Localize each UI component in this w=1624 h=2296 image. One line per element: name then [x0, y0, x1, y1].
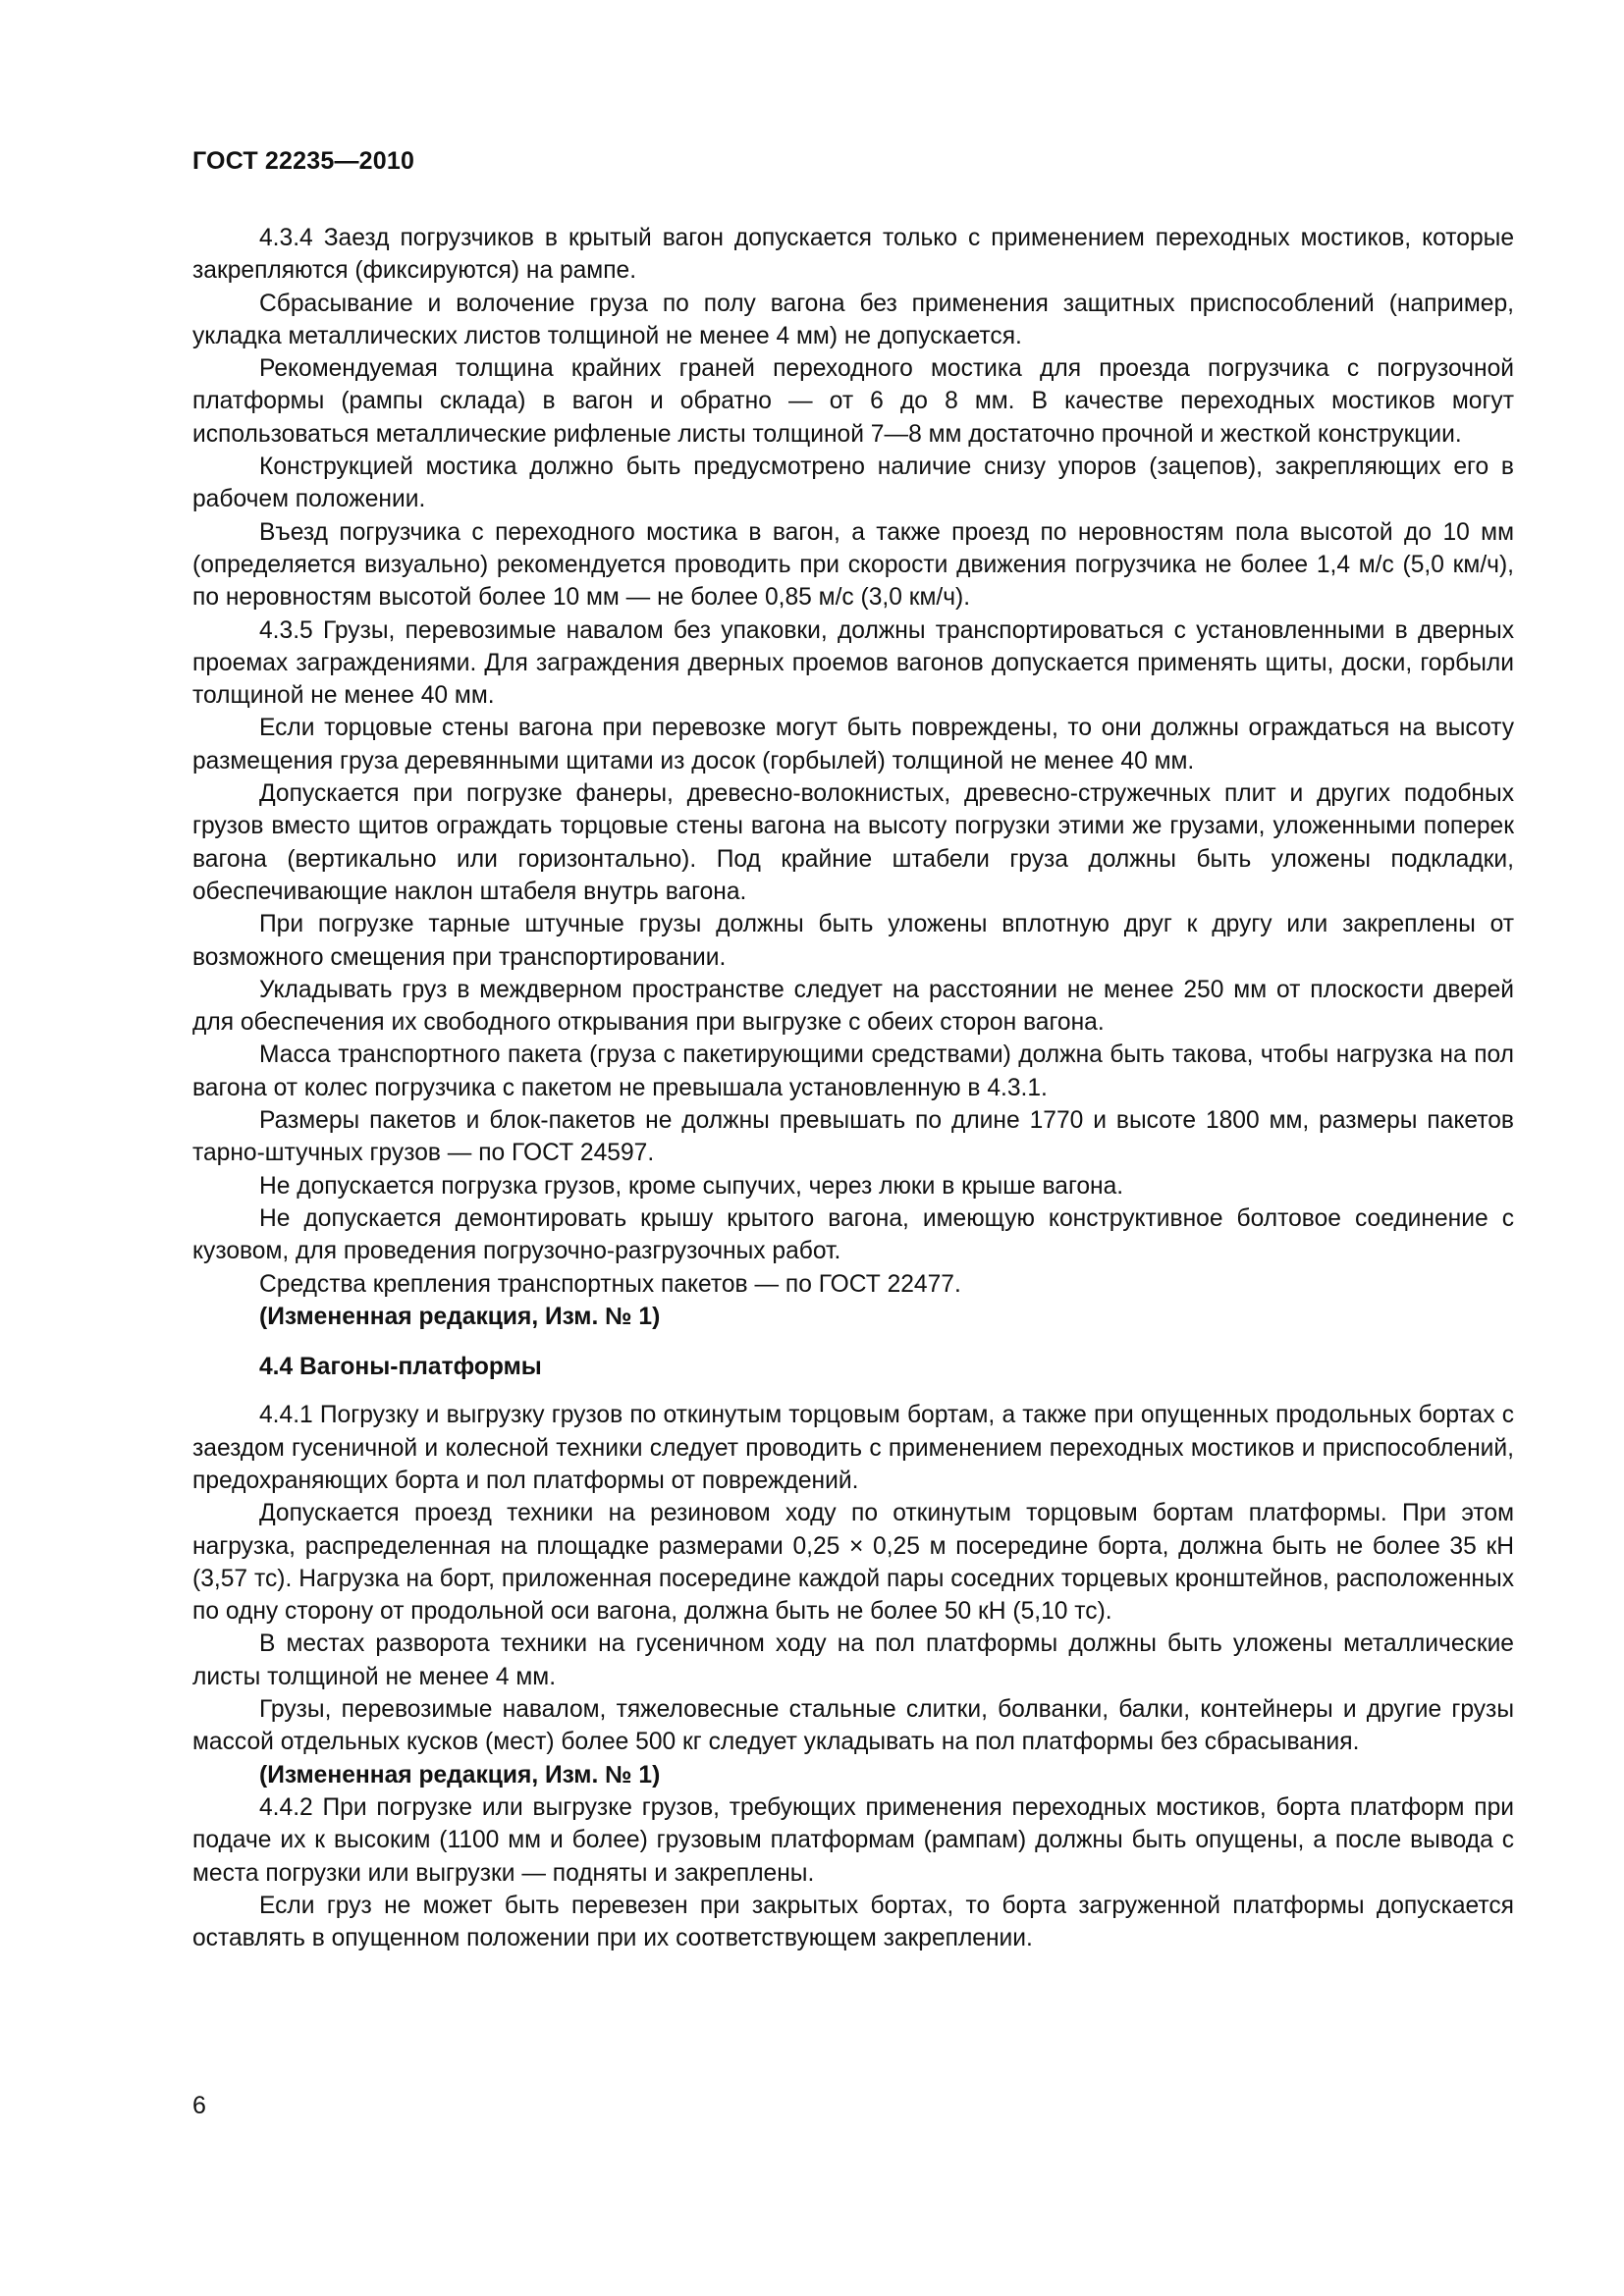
paragraph-4-4-1: 4.4.1 Погрузку и выгрузку грузов по откинутым торцовым бортам, а также при опущенных продольных бортах с заездом гусеничной и колесной техники следует проводить с применением переходных мостиков и приспособлений, предохраняющих борта и пол платформы от повреждений. [192, 1402, 1514, 1494]
document-body [192, 222, 1514, 1954]
paragraph: Конструкцией мостика должно быть предусмотрено наличие снизу упоров (зацепов), закрепляющих его в рабочем положении. [192, 454, 1514, 513]
section-heading-4-4: 4.4 Вагоны-платформы [259, 1354, 542, 1381]
document-header: ГОСТ 22235—2010 [192, 147, 415, 175]
paragraph: Рекомендуемая толщина крайних граней переходного мостика для проезда погрузчика с погрузочной платформы (рампы склада) в вагон и обратно — от 6 до 8 мм. В качестве переходных мостиков могут использоваться металлические рифленые листы толщиной 7—8 мм достаточно прочной и жесткой конструкции. [192, 355, 1514, 448]
paragraph: Допускается при погрузке фанеры, древесно-волокнистых, древесно-стружечных плит и других подобных грузов вместо щитов ограждать торцовые стены вагона на высоту погрузки этими же грузами, уложенными поперек вагона (вертикально или горизонтально). Под крайние штабели груза должны быть уложены подкладки, обеспечивающие наклон штабеля внутрь вагона. [192, 780, 1514, 905]
paragraph: Сбрасывание и волочение груза по полу вагона без применения защитных приспособлений (например, укладка металлических листов толщиной не менее 4 мм) не допускается. [192, 290, 1514, 349]
paragraph: Размеры пакетов и блок-пакетов не должны превышать по длине 1770 и высоте 1800 мм, размеры пакетов тарно-штучных грузов — по ГОСТ 24597. [192, 1107, 1514, 1167]
paragraph: При погрузке тарные штучные грузы должны быть уложены вплотную друг к другу или закреплены от возможного смещения при транспортировании. [192, 911, 1514, 971]
paragraph: Если торцовые стены вагона при перевозке могут быть повреждены, то они должны ограждаться на высоту размещения груза деревянными щитами из досок (горбылей) толщиной не менее 40 мм. [192, 715, 1514, 774]
paragraph: Если груз не может быть перевезен при закрытых бортах, то борта загруженной платформы допускается оставлять в опущенном положении при их соответствующем закреплении. [192, 1892, 1514, 1952]
paragraph: Въезд погрузчика с переходного мостика в вагон, а также проезд по неровностям пола высотой до 10 мм (определяется визуально) рекомендуется проводить при скорости движения погрузчика не более 1,4 м/с (5,0 км/ч), по неровностям высотой более 10 мм — не более 0,85 м/с (3,0 км/ч). [192, 518, 1514, 612]
paragraph: В местах разворота техники на гусеничном ходу на пол платформы должны быть уложены металлические листы толщиной не менее 4 мм. [192, 1630, 1514, 1690]
amendment-note: (Измененная редакция, Изм. № 1) [259, 1303, 661, 1330]
paragraph: Допускается проезд техники на резиновом ходу по откинутым торцовым бортам платформы. При этом нагрузка, распределенная на площадке размерами 0,25 × 0,25 м посередине борта, должна быть не более 35 кН (3,57 тс). Нагрузка на борт, приложенная посередине каждой пары соседних торцевых кронштейнов, расположенных по одну сторону от продольной оси вагона, должна быть не более 50 кН (5,10 тс). [192, 1500, 1514, 1626]
amendment-note: (Измененная редакция, Изм. № 1) [259, 1761, 661, 1789]
paragraph-4-3-4: 4.3.4 Заезд погрузчиков в крытый вагон допускается только с применением переходных мостиков, которые закрепляются (фиксируются) на рампе. [192, 225, 1514, 285]
paragraph-4-3-5: 4.3.5 Грузы, перевозимые навалом без упаковки, должны транспортироваться с установленными в дверных проемах заграждениями. Для заграждения дверных проемов вагонов допускается применять щиты, доски, горбыли толщиной не менее 40 мм. [192, 616, 1514, 710]
paragraph: Средства крепления транспортных пакетов — по ГОСТ 22477. [259, 1270, 961, 1298]
paragraph: Масса транспортного пакета (груза с пакетирующими средствами) должна быть такова, чтобы нагрузка на пол вагона от колес погрузчика с пакетом не превышала установленную в 4.3.1. [192, 1041, 1514, 1101]
paragraph: Не допускается демонтировать крышу крытого вагона, имеющую конструктивное болтовое соединение с кузовом, для проведения погрузочно-разгрузочных работ. [192, 1204, 1514, 1265]
paragraph: Не допускается погрузка грузов, кроме сыпучих, через люки в крыше вагона. [259, 1172, 1124, 1200]
page-number: 6 [192, 2092, 206, 2119]
paragraph: Укладывать груз в междверном пространстве следует на расстоянии не менее 250 мм от плоскости дверей для обеспечения их свободного открывания при выгрузке с обеих сторон вагона. [192, 976, 1514, 1037]
paragraph: Грузы, перевозимые навалом, тяжеловесные стальные слитки, болванки, балки, контейнеры и другие грузы массой отдельных кусков (мест) более 500 кг следует укладывать на пол платформы без сбрасывания. [192, 1696, 1514, 1756]
paragraph-4-4-2: 4.4.2 При погрузке или выгрузке грузов, требующих применения переходных мостиков, борта платформ при подаче их к высоким (1100 мм и более) грузовым платформам (рампам) должны быть опущены, а после вывода с места погрузки или выгрузки — подняты и закреплены. [192, 1793, 1514, 1887]
